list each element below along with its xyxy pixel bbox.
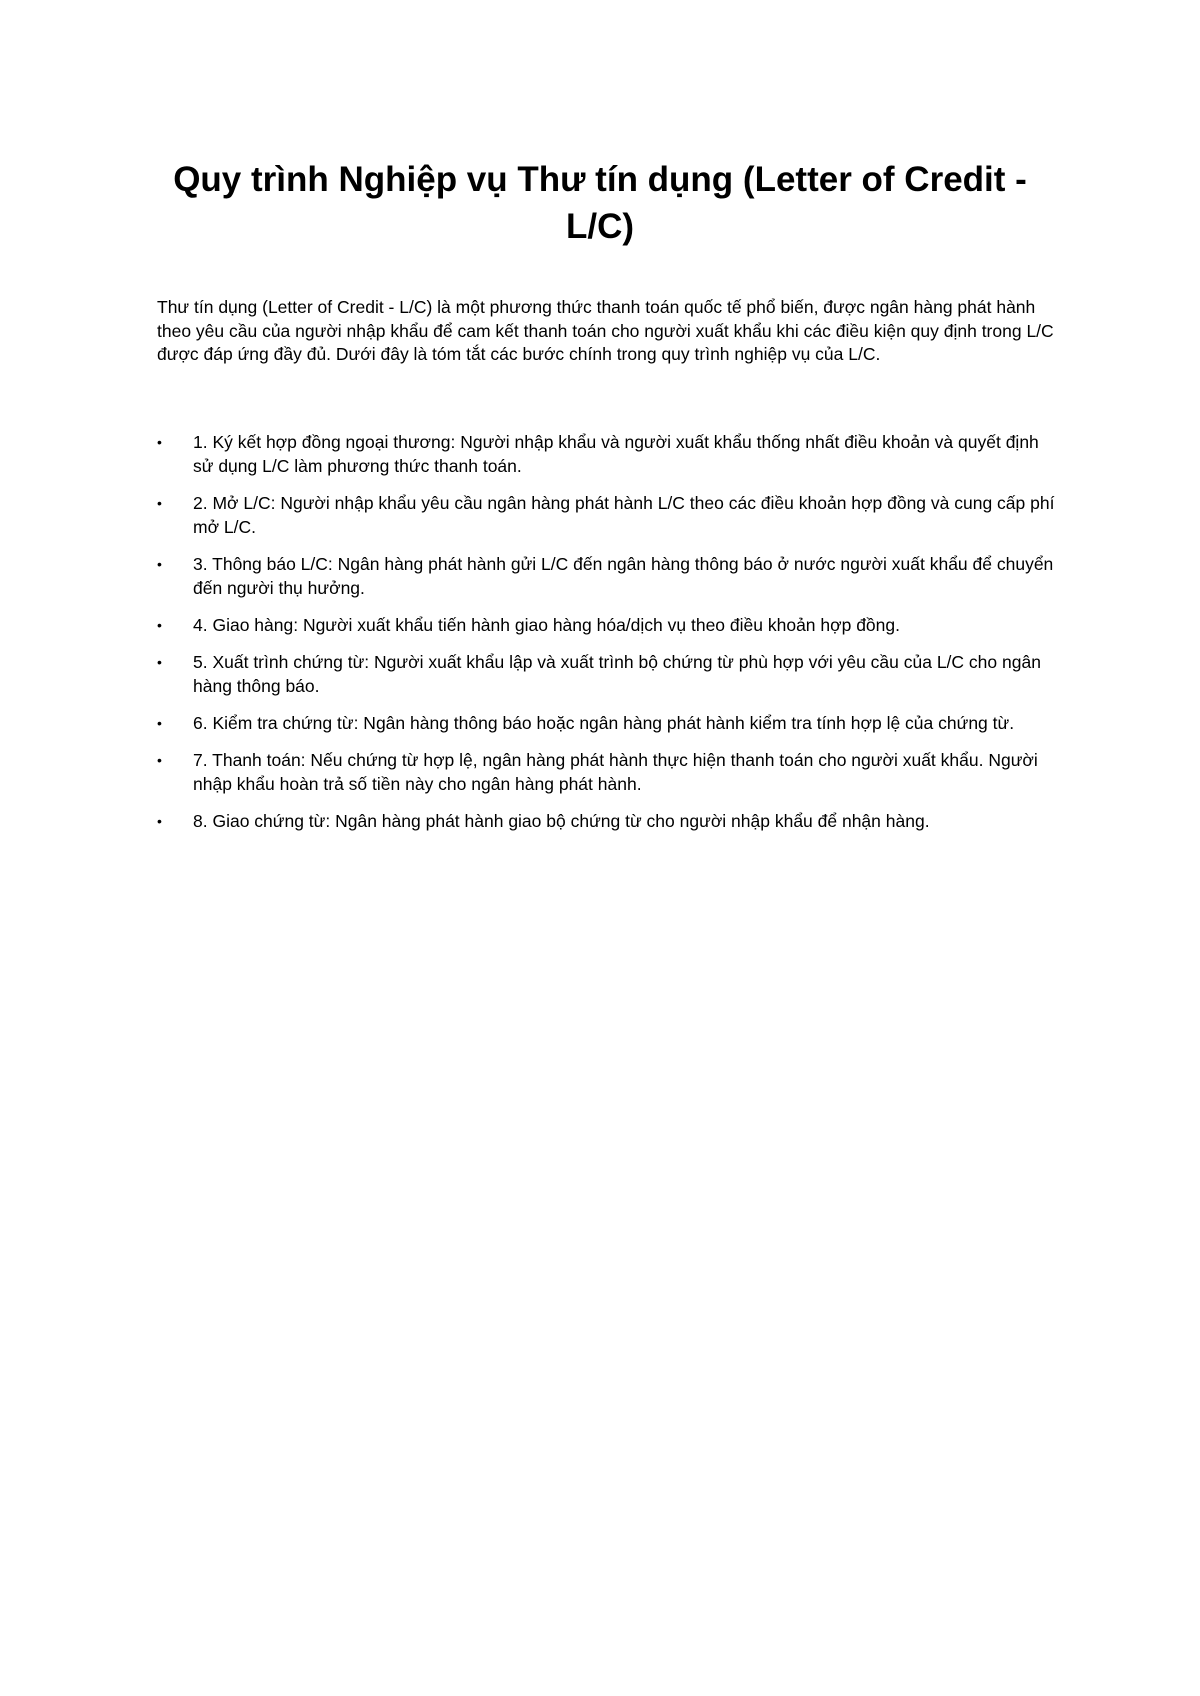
step-text: 3. Thông báo L/C: Ngân hàng phát hành gửi L/C đến ngân hàng thông báo ở nước người xuất khẩu để chuyển đến người thụ hưởng. (193, 554, 1054, 598)
bullet-icon: • (157, 617, 162, 633)
bullet-icon: • (157, 715, 162, 731)
step-text: 7. Thanh toán: Nếu chứng từ hợp lệ, ngân hàng phát hành thực hiện thanh toán cho người xuất khẩu. Người nhập khẩu hoàn trả số tiền này cho ngân hàng phát hành. (193, 750, 1038, 794)
step-text: 5. Xuất trình chứng từ: Người xuất khẩu lập và xuất trình bộ chứng từ phù hợp với yêu cầu của L/C cho ngân hàng thông báo. (193, 652, 1041, 696)
intro-paragraph: Thư tín dụng (Letter of Credit - L/C) là một phương thức thanh toán quốc tế phổ biến, được ngân hàng phát hành theo yêu cầu của người nhập khẩu để cam kết thanh toán cho người xuất khẩu khi các điều kiện quy định trong L/C được đáp ứng đầy đủ. Dưới đây là tóm tắt các bước chính trong quy trình nghiệp vụ của L/C. (157, 297, 1054, 364)
list-item (157, 430, 1057, 478)
step-text: 4. Giao hàng: Người xuất khẩu tiến hành giao hàng hóa/dịch vụ theo điều khoản hợp đồng. (193, 615, 900, 635)
bullet-icon: • (157, 495, 162, 511)
bullet-icon: • (157, 752, 162, 768)
document-title: Quy trình Nghiệp vụ Thư tín dụng (Letter of Credit - L/C) (173, 160, 1027, 246)
list-item (157, 748, 1057, 796)
list-item (157, 491, 1057, 539)
list-item (157, 650, 1057, 698)
bullet-icon: • (157, 556, 162, 572)
process-steps-list (157, 430, 1057, 846)
bullet-icon: • (157, 434, 162, 450)
step-text: 8. Giao chứng từ: Ngân hàng phát hành giao bộ chứng từ cho người nhập khẩu để nhận hàng. (193, 811, 930, 831)
step-text: 1. Ký kết hợp đồng ngoại thương: Người nhập khẩu và người xuất khẩu thống nhất điều khoản và quyết định sử dụng L/C làm phương thức thanh toán. (193, 432, 1039, 476)
step-text: 2. Mở L/C: Người nhập khẩu yêu cầu ngân hàng phát hành L/C theo các điều khoản hợp đồng và cung cấp phí mở L/C. (193, 493, 1055, 537)
list-item (157, 552, 1057, 600)
bullet-icon: • (157, 654, 162, 670)
list-item (157, 711, 1057, 735)
bullet-icon: • (157, 813, 162, 829)
list-item (157, 809, 1057, 833)
list-item (157, 613, 1057, 637)
step-text: 6. Kiểm tra chứng từ: Ngân hàng thông báo hoặc ngân hàng phát hành kiểm tra tính hợp lệ của chứng từ. (193, 713, 1015, 733)
